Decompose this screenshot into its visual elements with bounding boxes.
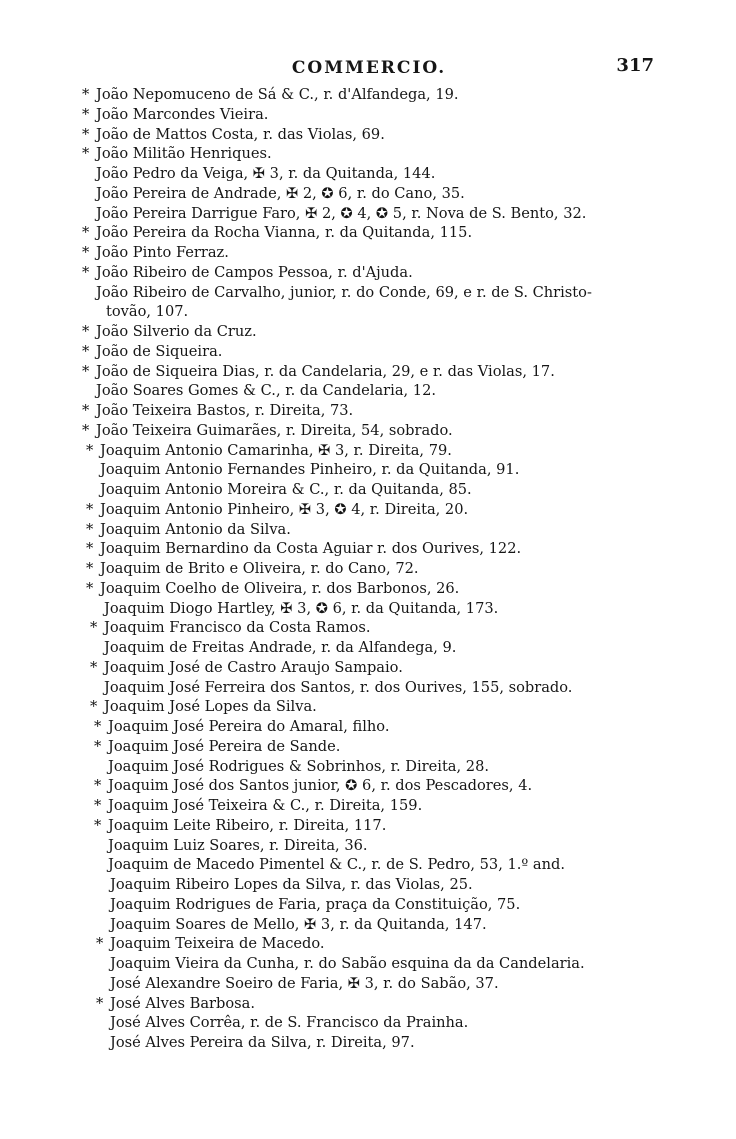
entry-text: João Soares Gomes & C., r. da Candelaria, 12. bbox=[96, 382, 437, 400]
directory-entry bbox=[82, 658, 662, 678]
directory-entry bbox=[82, 164, 662, 184]
directory-entry bbox=[82, 618, 662, 638]
asterisk-mark: * bbox=[94, 718, 102, 735]
directory-entry bbox=[82, 638, 662, 658]
asterisk-mark: * bbox=[96, 994, 104, 1012]
entry-list bbox=[82, 85, 662, 1053]
asterisk-mark: * bbox=[82, 105, 90, 123]
directory-entry bbox=[82, 105, 662, 125]
entry-text: João Militão Henriques. bbox=[96, 145, 272, 163]
entry-text: João Pereira da Rocha Vianna, r. da Quitanda, 115. bbox=[96, 224, 473, 242]
directory-entry bbox=[82, 678, 662, 698]
asterisk-mark: * bbox=[82, 402, 90, 419]
directory-entry bbox=[82, 204, 662, 224]
directory-entry bbox=[82, 994, 662, 1014]
entry-text: João Pereira de Andrade, ✠ 2, ✪ 6, r. do Cano, 35. bbox=[96, 184, 465, 202]
asterisk-mark: * bbox=[82, 86, 90, 103]
directory-entry bbox=[82, 954, 662, 974]
directory-entry bbox=[82, 717, 662, 737]
asterisk-mark: * bbox=[94, 816, 102, 834]
entry-text: Joaquim Coelho de Oliveira, r. dos Barbonos, 26. bbox=[100, 579, 460, 597]
asterisk-mark: * bbox=[94, 777, 102, 795]
directory-entry bbox=[82, 184, 662, 204]
entry-text: Joaquim de Macedo Pimentel & C., r. de S. Pedro, 53, 1.º and. bbox=[108, 856, 565, 874]
entry-text: Joaquim José Pereira do Amaral, filho. bbox=[108, 718, 390, 735]
entry-text: Joaquim Antonio da Silva. bbox=[100, 520, 291, 538]
asterisk-mark: * bbox=[96, 935, 104, 953]
directory-entry bbox=[82, 1033, 662, 1053]
directory-entry bbox=[82, 342, 662, 362]
directory-entry bbox=[82, 776, 662, 796]
directory-entry bbox=[82, 144, 662, 164]
directory-entry bbox=[82, 934, 662, 954]
asterisk-mark: * bbox=[82, 263, 90, 281]
asterisk-mark: * bbox=[82, 145, 90, 163]
directory-entry bbox=[82, 421, 662, 441]
asterisk-mark: * bbox=[86, 441, 94, 459]
entry-text: Joaquim José Ferreira dos Santos, r. dos Ourives, 155, sobrado. bbox=[104, 678, 573, 696]
entry-text: Joaquim Antonio Fernandes Pinheiro, r. da Quitanda, 91. bbox=[100, 461, 520, 479]
entry-continuation: tovão, 107. bbox=[106, 303, 189, 321]
directory-entry bbox=[82, 381, 662, 401]
entry-text: Joaquim Teixeira de Macedo. bbox=[110, 935, 325, 953]
directory-entry bbox=[82, 559, 662, 579]
asterisk-mark: * bbox=[82, 421, 90, 439]
directory-entry bbox=[82, 125, 662, 145]
entry-text: Joaquim José Teixeira & C., r. Direita, 159. bbox=[108, 797, 423, 814]
directory-entry bbox=[82, 85, 662, 105]
directory-entry bbox=[82, 915, 662, 935]
directory-entry bbox=[82, 283, 662, 303]
asterisk-mark: * bbox=[86, 560, 94, 577]
directory-entry bbox=[82, 1013, 662, 1033]
entry-text: João Ribeiro de Campos Pessoa, r. d'Ajuda. bbox=[96, 263, 413, 281]
entry-text: José Alves Barbosa. bbox=[110, 994, 255, 1012]
directory-entry bbox=[82, 441, 662, 461]
directory-entry bbox=[82, 539, 662, 559]
entry-text: João Ribeiro de Carvalho, junior, r. do Conde, 69, e r. de S. Christo- bbox=[96, 283, 592, 301]
directory-entry bbox=[82, 855, 662, 875]
entry-text: João de Siqueira. bbox=[96, 342, 223, 360]
entry-text: Joaquim José Pereira de Sande. bbox=[108, 737, 341, 755]
page-number: 317 bbox=[616, 55, 654, 76]
entry-text: José Alves Pereira da Silva, r. Direita, 97. bbox=[110, 1034, 415, 1051]
entry-text: Joaquim de Freitas Andrade, r. da Alfandega, 9. bbox=[104, 639, 457, 656]
entry-text: Joaquim Bernardino da Costa Aguiar r. dos Ourives, 122. bbox=[100, 540, 522, 558]
entry-text: João de Siqueira Dias, r. da Candelaria, 29, e r. das Violas, 17. bbox=[96, 362, 555, 380]
directory-entry bbox=[82, 243, 662, 263]
directory-entry bbox=[82, 322, 662, 342]
entry-text: João Pedro da Veiga, ✠ 3, r. da Quitanda, 144. bbox=[96, 165, 436, 182]
entry-text: José Alves Corrêa, r. de S. Francisco da Prainha. bbox=[110, 1014, 469, 1032]
directory-entry bbox=[82, 263, 662, 283]
entry-text: Joaquim José Lopes da Silva. bbox=[104, 698, 317, 716]
asterisk-mark: * bbox=[82, 125, 90, 143]
asterisk-mark: * bbox=[82, 244, 90, 261]
directory-entry bbox=[82, 362, 662, 382]
directory-entry bbox=[82, 302, 662, 322]
directory-entry bbox=[82, 520, 662, 540]
asterisk-mark: * bbox=[82, 362, 90, 380]
directory-entry bbox=[82, 500, 662, 520]
asterisk-mark: * bbox=[82, 224, 90, 242]
entry-text: Joaquim Francisco da Costa Ramos. bbox=[104, 619, 371, 637]
entry-text: João Silverio da Cruz. bbox=[96, 323, 257, 340]
entry-text: Joaquim Luiz Soares, r. Direita, 36. bbox=[108, 836, 368, 854]
entry-text: José Alexandre Soeiro de Faria, ✠ 3, r. do Sabão, 37. bbox=[110, 974, 499, 992]
directory-entry bbox=[82, 460, 662, 480]
entry-text: Joaquim José de Castro Araujo Sampaio. bbox=[104, 658, 403, 676]
asterisk-mark: * bbox=[86, 540, 94, 558]
asterisk-mark: * bbox=[86, 500, 94, 518]
directory-entry bbox=[82, 875, 662, 895]
entry-text: Joaquim Antonio Camarinha, ✠ 3, r. Direita, 79. bbox=[100, 441, 452, 459]
entry-text: João Teixeira Guimarães, r. Direita, 54, sobrado. bbox=[96, 421, 453, 439]
entry-text: Joaquim Rodrigues de Faria, praça da Constituição, 75. bbox=[110, 895, 521, 913]
entry-text: João de Mattos Costa, r. das Violas, 69. bbox=[96, 125, 385, 143]
directory-entry bbox=[82, 599, 662, 619]
entry-text: Joaquim José dos Santos junior, ✪ 6, r. dos Pescadores, 4. bbox=[108, 777, 533, 795]
entry-text: Joaquim Antonio Moreira & C., r. da Quitanda, 85. bbox=[100, 481, 472, 498]
asterisk-mark: * bbox=[90, 658, 98, 676]
asterisk-mark: * bbox=[82, 342, 90, 360]
entry-text: Joaquim Soares de Mello, ✠ 3, r. da Quitanda, 147. bbox=[110, 915, 487, 933]
entry-text: João Nepomuceno de Sá & C., r. d'Alfandega, 19. bbox=[96, 86, 459, 103]
asterisk-mark: * bbox=[94, 737, 102, 755]
running-title: COMMERCIO. bbox=[291, 58, 447, 78]
directory-entry bbox=[82, 401, 662, 421]
asterisk-mark: * bbox=[90, 698, 98, 716]
entry-text: Joaquim Ribeiro Lopes da Silva, r. das Violas, 25. bbox=[110, 876, 473, 893]
asterisk-mark: * bbox=[82, 323, 90, 340]
directory-entry bbox=[82, 836, 662, 856]
asterisk-mark: * bbox=[90, 619, 98, 637]
directory-entry bbox=[82, 974, 662, 994]
directory-entry bbox=[82, 895, 662, 915]
entry-text: Joaquim José Rodrigues & Sobrinhos, r. Direita, 28. bbox=[108, 757, 489, 775]
directory-entry bbox=[82, 757, 662, 777]
entry-text: Joaquim de Brito e Oliveira, r. do Cano, 72. bbox=[100, 560, 419, 577]
entry-text: Joaquim Antonio Pinheiro, ✠ 3, ✪ 4, r. Direita, 20. bbox=[100, 500, 469, 518]
directory-entry bbox=[82, 480, 662, 500]
asterisk-mark: * bbox=[94, 797, 102, 814]
entry-text: João Teixeira Bastos, r. Direita, 73. bbox=[96, 402, 354, 419]
entry-text: Joaquim Leite Ribeiro, r. Direita, 117. bbox=[108, 816, 387, 834]
directory-entry bbox=[82, 796, 662, 816]
entry-text: João Marcondes Vieira. bbox=[96, 105, 269, 123]
entry-text: João Pinto Ferraz. bbox=[96, 244, 229, 261]
directory-entry bbox=[82, 579, 662, 599]
asterisk-mark: * bbox=[86, 520, 94, 538]
entry-text: João Pereira Darrigue Faro, ✠ 2, ✪ 4, ✪ 5, r. Nova de S. Bento, 32. bbox=[96, 204, 587, 222]
directory-entry bbox=[82, 223, 662, 243]
entry-text: Joaquim Diogo Hartley, ✠ 3, ✪ 6, r. da Quitanda, 173. bbox=[104, 599, 499, 617]
directory-entry bbox=[82, 816, 662, 836]
asterisk-mark: * bbox=[86, 579, 94, 597]
directory-entry bbox=[82, 737, 662, 757]
entry-text: Joaquim Vieira da Cunha, r. do Sabão esquina da da Candelaria. bbox=[110, 955, 585, 972]
directory-entry bbox=[82, 697, 662, 717]
page-header bbox=[84, 52, 654, 82]
